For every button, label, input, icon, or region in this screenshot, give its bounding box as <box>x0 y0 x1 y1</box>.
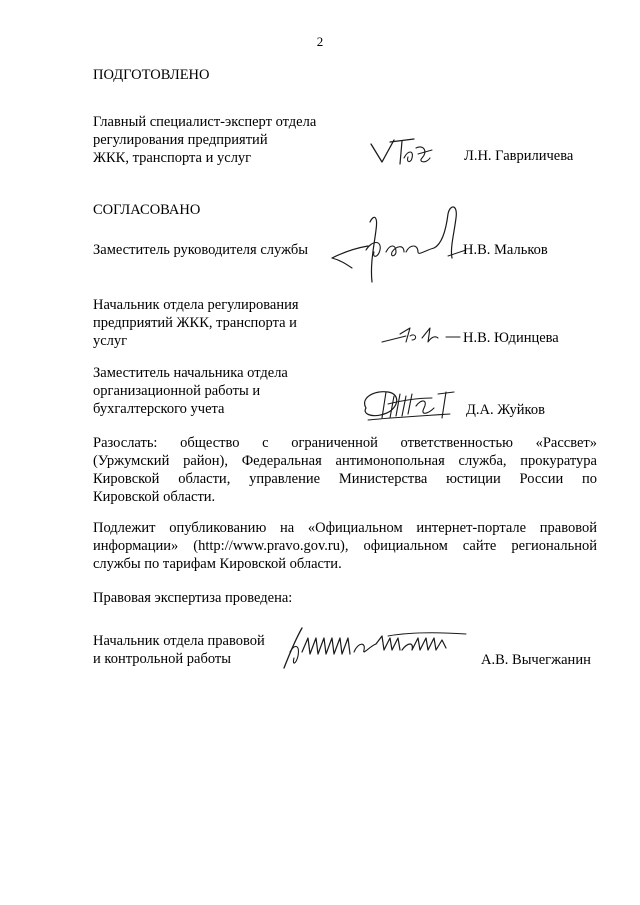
signer-1-name: Н.В. Мальков <box>463 242 548 258</box>
legal-review-position <box>93 632 265 668</box>
signer-1-position <box>93 241 308 259</box>
signer-position-line: Заместитель начальника отдела <box>93 365 288 381</box>
legal-review-position-line: Начальник отдела правовой <box>93 633 265 649</box>
signer-position-line: бухгалтерского учета <box>93 401 225 417</box>
signer-position-line: предприятий ЖКК, транспорта и <box>93 315 297 331</box>
signature-yudintseva <box>380 322 464 348</box>
signature-malkov <box>330 200 470 292</box>
distribution-line: Кировской области. <box>93 489 216 505</box>
prepared-position-line: Главный специалист-эксперт отдела <box>93 114 317 130</box>
publication-paragraph <box>93 519 597 573</box>
publication-line: информации» (http://www.pravo.gov.ru), официальном сайте региональной <box>93 538 597 554</box>
legal-review-signer-name: А.В. Вычегжанин <box>481 652 591 668</box>
signature-vychegzhanin <box>280 622 470 674</box>
distribution-line: (Уржумский район), Федеральная антимонопольная служба, прокуратура <box>93 453 597 469</box>
prepared-position <box>93 113 316 167</box>
signer-position-line: Начальник отдела регулирования <box>93 297 299 313</box>
publication-line: Подлежит опубликованию на «Официальном интернет-портале правовой <box>93 520 597 536</box>
legal-review-statement: Правовая экспертиза проведена: <box>93 590 293 606</box>
distribution-line: Кировской области, управление Министерства юстиции России по <box>93 471 597 487</box>
prepared-signer-name: Л.Н. Гавриличева <box>464 148 574 164</box>
prepared-heading: ПОДГОТОВЛЕНО <box>93 67 210 83</box>
distribution-paragraph <box>93 434 597 506</box>
page-number: 2 <box>316 34 324 49</box>
signer-3-name: Д.А. Жуйков <box>466 402 545 418</box>
distribution-line: Разослать: общество с ограниченной ответственностью «Рассвет» <box>93 435 597 451</box>
signer-2-position <box>93 296 299 350</box>
signer-2-name: Н.В. Юдинцева <box>463 330 559 346</box>
signature-gavrilicheva <box>368 136 438 170</box>
signer-position-line: Заместитель руководителя службы <box>93 242 309 258</box>
agreed-heading: СОГЛАСОВАНО <box>93 202 201 218</box>
publication-line: службы по тарифам Кировской области. <box>93 556 342 572</box>
signer-position-line: организационной работы и <box>93 383 261 399</box>
prepared-position-line: ЖКК, транспорта и услуг <box>93 150 252 166</box>
legal-review-position-line: и контрольной работы <box>93 651 231 667</box>
signer-position-line: услуг <box>93 333 128 349</box>
signature-zhuykov <box>358 384 464 424</box>
signer-3-position <box>93 364 288 418</box>
prepared-position-line: регулирования предприятий <box>93 132 268 148</box>
